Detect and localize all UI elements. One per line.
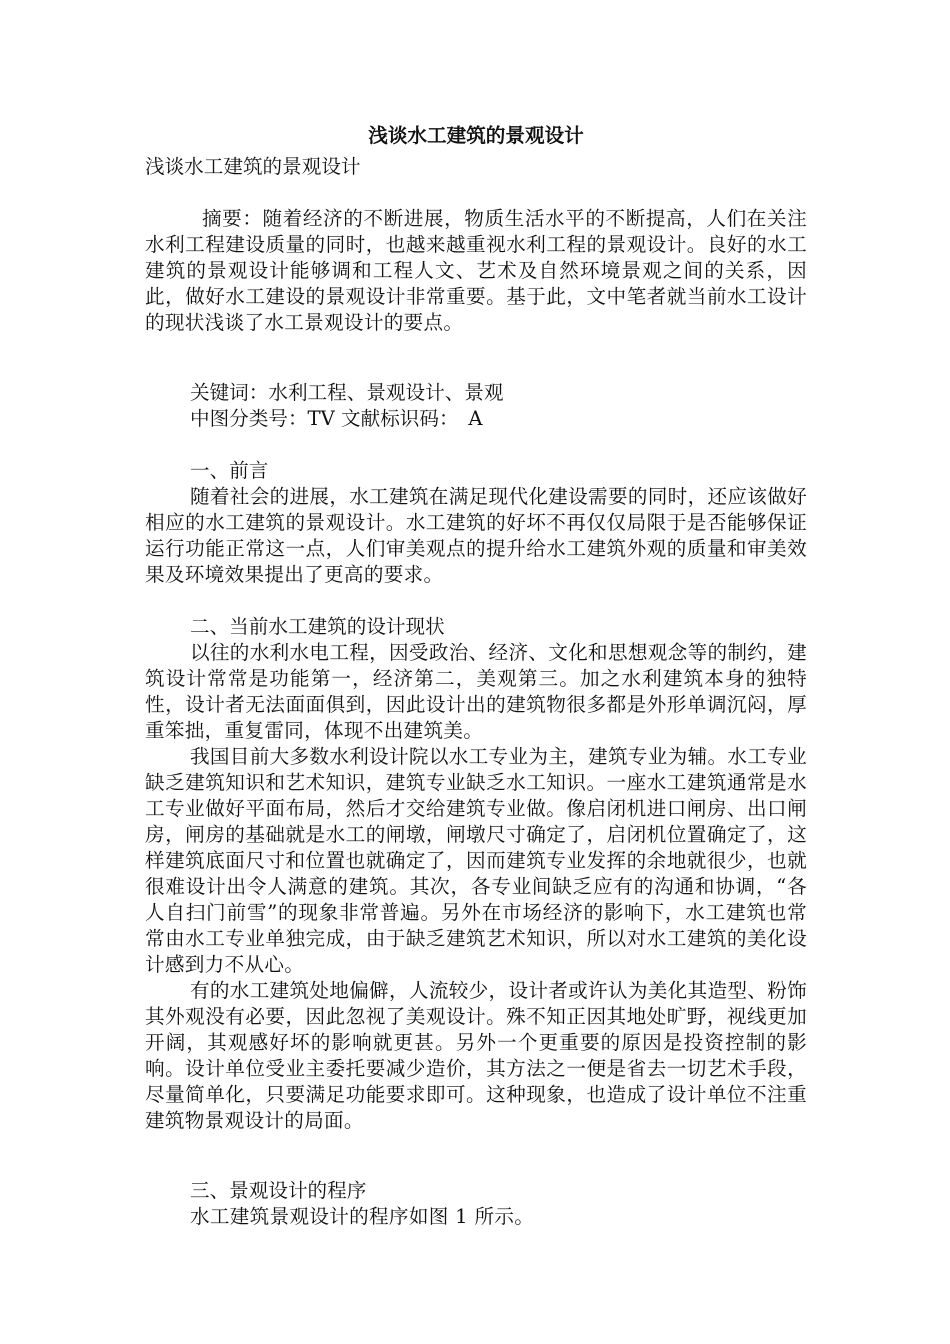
- spacer: [145, 1134, 807, 1178]
- abstract-paragraph: 摘要：随着经济的不断进展，物质生活水平的不断提高，人们在关注水利工程建设质量的同时，也越来越重视水利工程的景观设计。良好的水工建筑的景观设计能够调和工程人文、艺术及自然环境景观之间的关系，因此，做好水工建设的景观设计非常重要。基于此，文中笔者就当前水工设计的现状浅谈了水工景观设计的要点。: [145, 207, 807, 334]
- section-paragraph: 水工建筑景观设计的程序如图 1 所示。: [190, 1205, 535, 1228]
- classification-line: 中图分类号：TV 文献标识码： A: [190, 407, 483, 430]
- document-page: [145, 118, 807, 1230]
- section-paragraph: 以往的水利水电工程，因受政治、经济、文化和思想观念等的制约，建筑设计常常是功能第一，经济第二，美观第三。加之水利建筑本身的独特性，设计者无法面面俱到，因此设计出的建筑物很多都是外形单调沉闷，厚重笨拙，重复雷同，体现不出建筑美。: [145, 641, 807, 742]
- section-heading-preface: 一、前言: [190, 459, 269, 482]
- spacer: [145, 180, 807, 206]
- spacer: [145, 588, 807, 614]
- spacer: [145, 336, 807, 380]
- document-subtitle: 浅谈水工建筑的景观设计: [145, 155, 361, 178]
- spacer: [145, 432, 807, 458]
- keywords-line: 关键词：水利工程、景观设计、景观: [190, 381, 504, 404]
- section-paragraph: 我国目前大多数水利设计院以水工专业为主，建筑专业为辅。水工专业缺乏建筑知识和艺术知识，建筑专业缺乏水工知识。一座水工建筑通常是水工专业做好平面布局，然后才交给建筑专业做。像启闭机进口闸房、出口闸房，闸房的基础就是水工的闸墩，闸墩尺寸确定了，启闭机位置确定了，这样建筑底面尺寸和位置也就确定了，因而建筑专业发挥的余地就很少，也就很难设计出令人满意的建筑。其次，各专业间缺乏应有的沟通和协调，“各人自扫门前雪”的现象非常普遍。另外在市场经济的影响下，水工建筑也常常由水工专业单独完成，由于缺乏建筑艺术知识，所以对水工建筑的美化设计感到力不从心。: [145, 745, 807, 976]
- section-heading-current-status: 二、当前水工建筑的设计现状: [190, 615, 445, 638]
- section-heading-procedure: 三、景观设计的程序: [190, 1179, 367, 1202]
- document-title: 浅谈水工建筑的景观设计: [368, 124, 584, 147]
- section-paragraph: 有的水工建筑处地偏僻，人流较少，设计者或许认为美化其造型、粉饰其外观没有必要，因此忽视了美观设计。殊不知正因其地处旷野，视线更加开阔，其观感好坏的影响就更甚。另外一个更重要的原因是投资控制的影响。设计单位受业主委托要减少造价，其方法之一便是省去一切艺术手段，尽量简单化，只要满足功能要求即可。这种现象，也造成了设计单位不注重建筑物景观设计的局面。: [145, 979, 807, 1132]
- section-paragraph: 随着社会的进展，水工建筑在满足现代化建设需要的同时，还应该做好相应的水工建筑的景观设计。水工建筑的好坏不再仅仅局限于是否能够保证运行功能正常这一点，人们审美观点的提升给水工建筑外观的质量和审美效果及环境效果提出了更高的要求。: [145, 485, 807, 586]
